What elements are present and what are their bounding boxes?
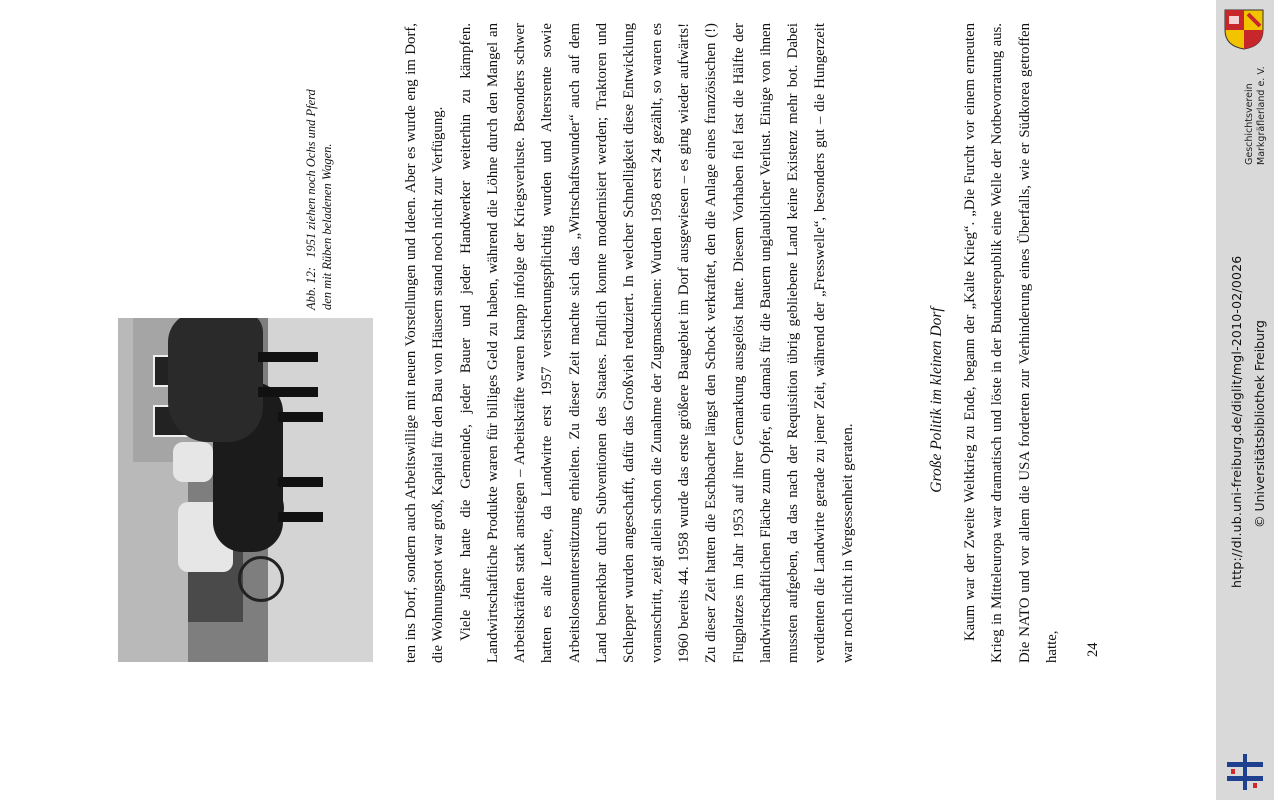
coat-of-arms-icon <box>1223 8 1265 50</box>
section-heading: Große Politik im kleinen Dorf <box>928 307 945 493</box>
figure-caption <box>303 70 335 310</box>
paragraph: ten ins Dorf, sondern auch Arbeitswillige mit neuen Vorstellungen und Ideen. Aber es wurde eng im Dorf, die Wohnungsnot war groß, Kapital für den Bau von Häusern stand noch nicht zur Verfügung. <box>403 23 447 663</box>
figure-label: Abb. 12: <box>304 266 318 310</box>
association-line1: Geschichtsverein <box>1244 83 1255 165</box>
university-library-logo-icon <box>1225 752 1265 792</box>
copyright-text: © Universitätsbibliothek Freiburg <box>1252 320 1267 528</box>
historic-photo-ox-and-horse-cart <box>118 318 373 662</box>
source-url[interactable]: http://dl.ub.uni-freiburg.de/diglit/mgl-2010-02/0026 <box>1229 255 1244 588</box>
figure-caption-text: 1951 ziehen noch Ochs und Pferd den mit Rüben beladenen Wagen. <box>304 89 334 310</box>
page-number: 24 <box>1085 642 1101 657</box>
paragraph: Viele Jahre hatte die Gemeinde, jeder Bauer und jeder Handwerker weiterhin zu kämpfen. Landwirtschaftliche Produkte waren für billiges Geld zu haben, während die Löhne durch den Mangel an Arbeitskräften stark anstiegen – Arbeitskräfte waren knapp infolge der Kriegsverluste. Besonders schwer hatten es alte Leute, da Landwirte erst 1957 versicherungspflichtig wurden und Altersrente sowie Arbeitslosenunterstützung erhielten. Zu dieser Zeit machte sich das „Wirtschaftswunder“ auch auf dem Land bemerkbar durch Subventionen des Staates. Endlich konnte modernisiert werden; Traktoren und Schlepper wurden angeschafft, dafür das Großvieh reduziert. In welcher Schnelligkeit diese Entwicklung voranschritt, zeigt allein schon die Zunahme der Zugmaschinen: Wurden 1958 erst 24 gezählt, so waren es 1960 bereits 44. 1958 wurde das erste größere Baugebiet im Dorf ausgewiesen – es ging wieder aufwärts! Zu dieser Zeit hatten die Eschbacher längst den Schock verkraftet, den die Anlage eines französischen (!) Flugplatzes im Jahr 1953 auf ihrer Gemarkung ausgelöst hatte. Diesem Vorhaben fiel fast die Hälfte der landwirtschaftlichen Fläche zum Opfer, ein damals für die Bauern unglaublicher Verlust. Einige von ihnen mussten aufgeben, da das nach der Requisition übrig gebliebene Land keine Existenz mehr bot. Dabei verdienten die Landwirte gerade zu jener Zeit, während der „Fresswelle“, besonders gut – die Hungerzeit war noch nicht in Vergessenheit geraten. <box>457 23 856 663</box>
association-line2: Markgräflerland e. V. <box>1256 66 1267 165</box>
section-text <box>957 23 1066 663</box>
paragraph: Kaum war der Zweite Weltkrieg zu Ende, begann der „Kalte Krieg“. „Die Furcht vor einem erneuten Krieg in Mitteleuropa war dramatisch und löste in der Bundesrepublik eine Welle der Notbevorratung aus. Die NATO und vor allem die USA forderten zur Verhinderung eines Überfalls, wie er Südkorea getroffen hatte, <box>962 23 1060 663</box>
body-text <box>398 23 862 663</box>
